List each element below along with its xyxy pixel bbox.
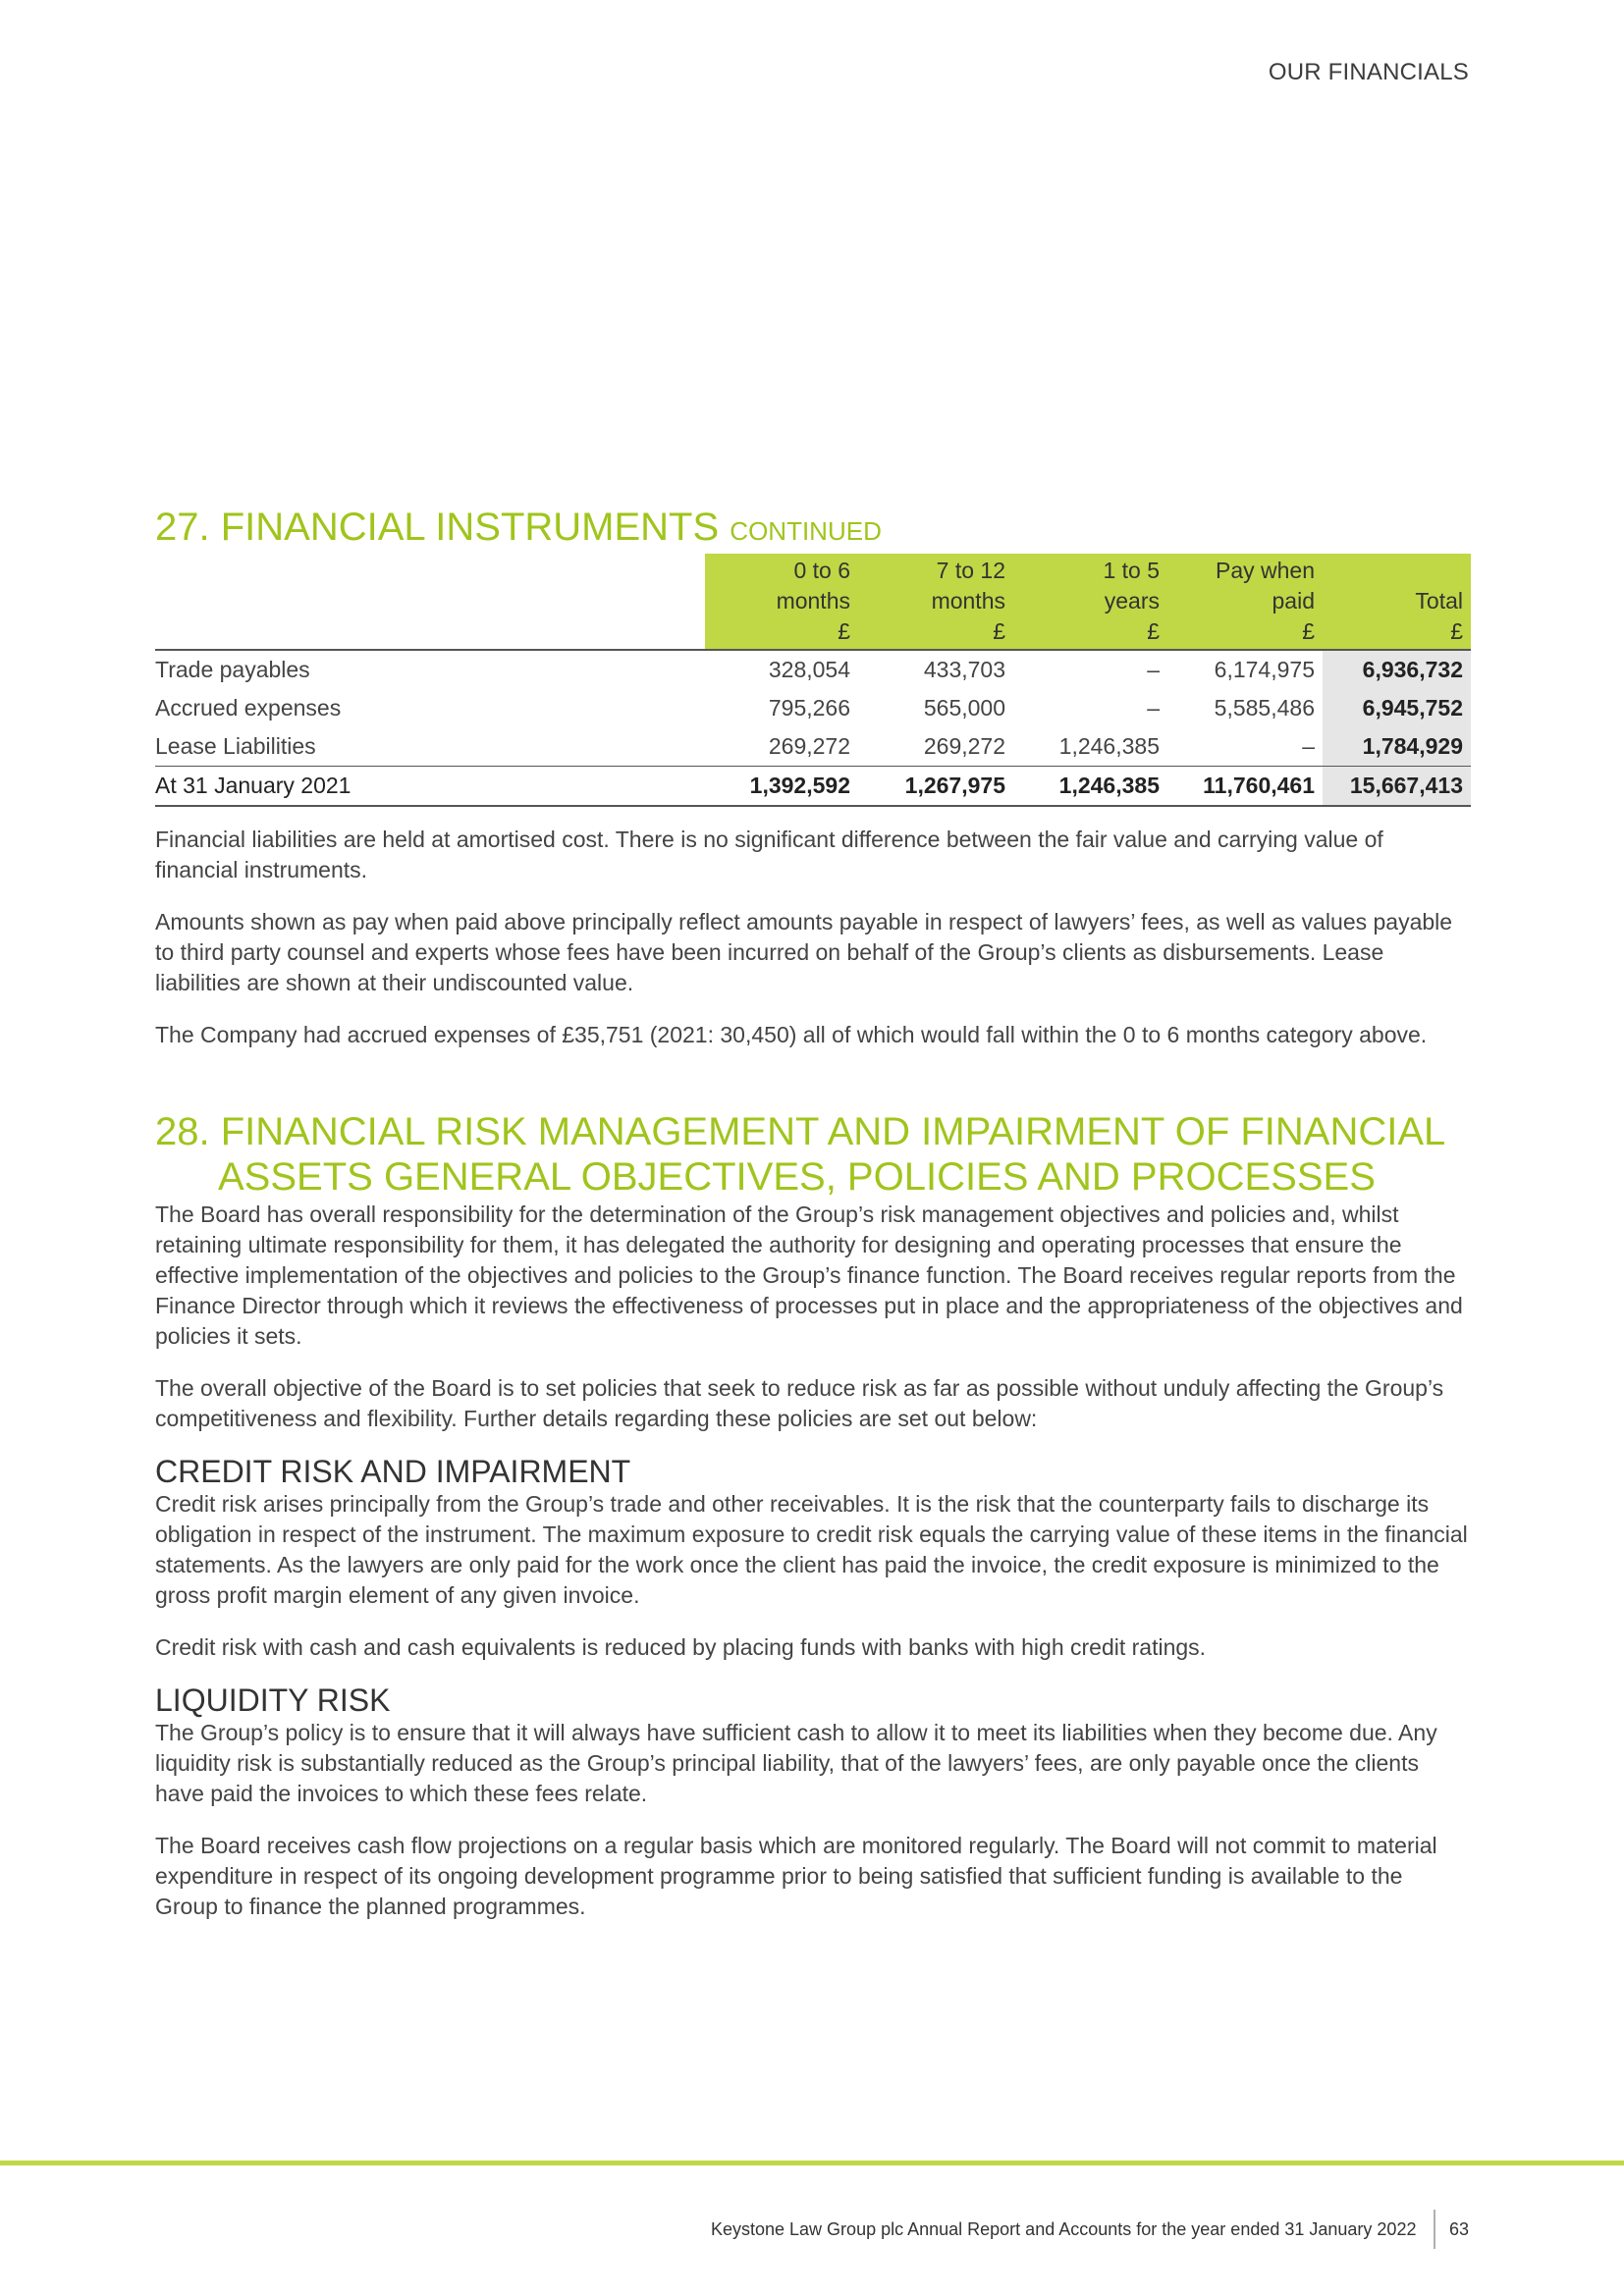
col-header-7-12-months: 7 to 12 months £ (858, 554, 1013, 650)
table-cell: 269,272 (923, 733, 1005, 759)
note-28 (155, 1109, 1471, 1922)
table-cell-total: 15,667,413 (1323, 767, 1471, 807)
table-cell: 433,703 (923, 657, 1005, 682)
table-cell: 328,054 (768, 657, 850, 682)
table-cell-total: 6,936,732 (1323, 650, 1471, 689)
table-cell-total: 1,784,929 (1323, 727, 1471, 767)
table-cell: – (1147, 695, 1160, 721)
table-cell: – (1302, 733, 1315, 759)
section-label: OUR FINANCIALS (1268, 59, 1469, 85)
col-header-total: Total £ (1323, 554, 1471, 650)
table-cell: 5,585,486 (1214, 695, 1315, 721)
header-blank (155, 554, 705, 650)
paragraph: Amounts shown as pay when paid above principally reflect amounts payable in respect of lawyers’ fees, as well as values payable to third party counsel and experts whose fees have been incurred on behalf of the Group’s clients as disbursements. Lease liabilities are shown at their undiscounted value. (155, 909, 1453, 995)
table-cell: 269,272 (768, 733, 850, 759)
col-header-pay-when-paid: Pay when paid £ (1167, 554, 1323, 650)
note-28-title: 28. FINANCIAL RISK MANAGEMENT AND IMPAIRMENT OF FINANCIAL ASSETS GENERAL OBJECTIVES, POLICIES AND PROCESSES (155, 1110, 1444, 1199)
financial-liabilities-table (155, 554, 1471, 807)
page-number: 63 (1448, 2218, 1469, 2239)
table-cell: 1,392,592 (705, 767, 858, 807)
table-header-row (155, 554, 1471, 650)
table-cell: 11,760,461 (1167, 767, 1323, 807)
paragraph: Credit risk with cash and cash equivalents is reduced by placing funds with banks with high credit ratings. (155, 1634, 1207, 1660)
footer-text: Keystone Law Group plc Annual Report and Accounts for the year ended 31 January 2022 (710, 2218, 1417, 2239)
footer (711, 2210, 1469, 2249)
row-label: Accrued expenses (155, 695, 342, 721)
paragraph: The Group’s policy is to ensure that it will always have sufficient cash to allow it to meet its liabilities when they become due. Any liquidity risk is substantially reduced as the Group’s principal liability, that of the lawyers’ fees, are only payable once the clients have paid the invoices to which these fees relate. (155, 1720, 1437, 1806)
row-label: At 31 January 2021 (155, 767, 705, 807)
table-cell-total: 6,945,752 (1323, 689, 1471, 727)
table-cell: 1,246,385 (1013, 767, 1167, 807)
note-27 (155, 505, 1471, 1050)
col-header-1-5-years: 1 to 5 years £ (1013, 554, 1167, 650)
footer-divider (1434, 2210, 1435, 2249)
table-cell: 795,266 (768, 695, 850, 721)
paragraph: The Board has overall responsibility for the determination of the Group’s risk management objectives and policies and, whilst retaining ultimate responsibility for them, it has delegated the authority for designing and operating processes that ensure the effective implementation of the objectives and policies to the Group’s finance function. The Board receives regular reports from the Finance Director through which it reviews the effectiveness of processes put in place and the appropriateness of the objectives and policies it sets. (155, 1201, 1463, 1349)
row-label: Lease Liabilities (155, 733, 316, 759)
paragraph: Credit risk arises principally from the Group’s trade and other receivables. It is the risk that the counterparty fails to discharge its obligation in respect of the instrument. The maximum exposure to credit risk equals the carrying value of these items in the financial statements. As the lawyers are only paid for the work once the client has paid the invoice, the credit exposure is minimized to the gross profit margin element of any given invoice. (155, 1491, 1468, 1608)
table-total-row (155, 767, 1471, 807)
footer-rule (0, 2161, 1624, 2165)
table-row (155, 650, 1471, 689)
row-label: Trade payables (155, 657, 310, 682)
table-cell: 565,000 (923, 695, 1005, 721)
table-cell: – (1147, 657, 1160, 682)
col-header-0-6-months: 0 to 6 months £ (705, 554, 858, 650)
table-row (155, 689, 1471, 727)
table-cell: 1,246,385 (1058, 733, 1160, 759)
table-row (155, 727, 1471, 767)
liquidity-risk-heading: LIQUIDITY RISK (155, 1682, 391, 1718)
table-cell: 1,267,975 (858, 767, 1013, 807)
paragraph: The overall objective of the Board is to set policies that seek to reduce risk as far as possible without unduly affecting the Group’s competitiveness and flexibility. Further details regarding these policies are set out below: (155, 1375, 1444, 1431)
paragraph: Financial liabilities are held at amortised cost. There is no significant difference between the fair value and carrying value of financial instruments. (155, 827, 1383, 882)
paragraph: The Company had accrued expenses of £35,751 (2021: 30,450) all of which would fall within the 0 to 6 months category above. (155, 1022, 1428, 1047)
table-cell: 6,174,975 (1214, 657, 1315, 682)
continued-label: CONTINUED (730, 516, 882, 546)
note-27-title: 27. FINANCIAL INSTRUMENTS CONTINUED (155, 506, 882, 549)
credit-risk-heading: CREDIT RISK AND IMPAIRMENT (155, 1454, 631, 1489)
paragraph: The Board receives cash flow projections on a regular basis which are monitored regularly. The Board will not commit to material expenditure in respect of its ongoing development programme prior to being satisfied that sufficient funding is available to the Group to finance the planned programmes. (155, 1833, 1437, 1919)
